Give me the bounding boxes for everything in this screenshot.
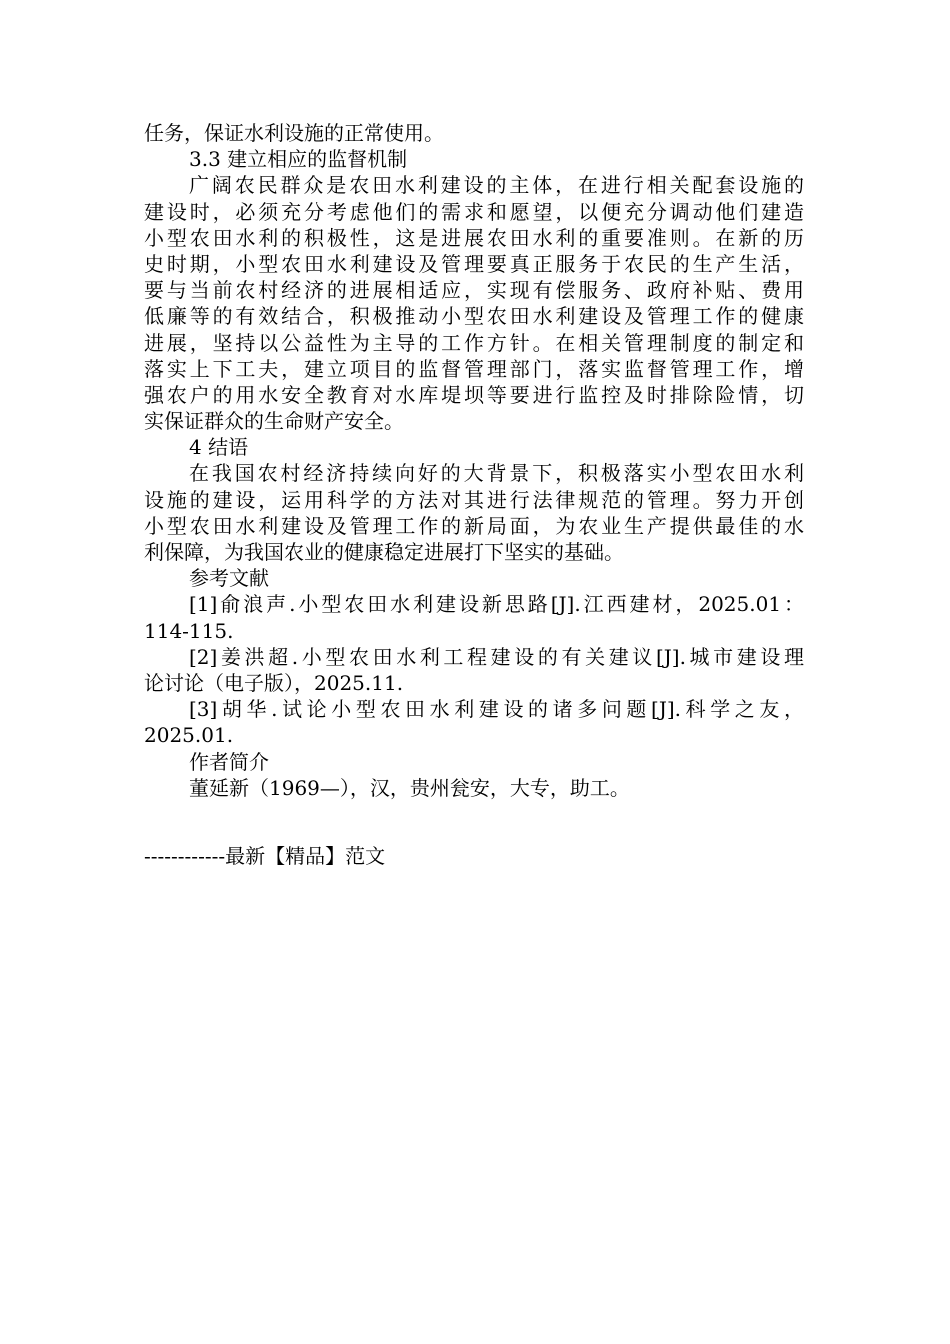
text-line: 低廉等的有效结合，积极推动小型农田水利建设及管理工作的健康 <box>144 304 804 329</box>
text-line: 强农户的用水安全教育对水库堤坝等要进行监控及时排除险情，切 <box>144 382 804 407</box>
text-line: 要与当前农村经济的进展相适应，实现有偿服务、政府补贴、费用 <box>144 278 804 303</box>
text-line: [2]姜洪超.小型农田水利工程建设的有关建议[J].城市建设理 <box>189 644 804 669</box>
text-line: [3]胡华.试论小型农田水利建设的诸多问题[J].科学之友， <box>189 697 804 722</box>
text-line: 参考文献 <box>189 566 269 591</box>
text-line: 在我国农村经济持续向好的大背景下，积极落实小型农田水利 <box>189 461 804 486</box>
text-line: 进展，坚持以公益性为主导的工作方针。在相关管理制度的制定和 <box>144 330 804 355</box>
text-line: 小型农田水利建设及管理工作的新局面，为农业生产提供最佳的水 <box>144 513 804 538</box>
text-line: 2025.01. <box>144 723 234 748</box>
text-line: 实保证群众的生命财产安全。 <box>144 409 404 434</box>
text-line: 114-115. <box>144 618 234 643</box>
text-line: 论讨论（电子版），2025.11. <box>144 670 404 695</box>
text-line: 任务，保证水利设施的正常使用。 <box>144 121 444 145</box>
document-body <box>144 120 804 801</box>
document-page <box>144 120 804 869</box>
text-line: 作者简介 <box>189 749 269 774</box>
footer-text: ------------最新【精品】范文 <box>144 843 386 868</box>
text-line: 建设时，必须充分考虑他们的需求和愿望，以便充分调动他们建造 <box>144 199 804 224</box>
text-line: 小型农田水利的积极性，这是进展农田水利的重要准则。在新的历 <box>144 225 804 250</box>
text-line: 落实上下工夫，建立项目的监督管理部门，落实监督管理工作，增 <box>144 356 804 381</box>
text-line: 3.3 建立相应的监督机制 <box>189 147 408 172</box>
text-line: 利保障，为我国农业的健康稳定进展打下坚实的基础。 <box>144 540 624 564</box>
text-line: 董延新（1969—），汉，贵州瓮安，大专，助工。 <box>189 775 630 800</box>
text-line: 广阔农民群众是农田水利建设的主体，在进行相关配套设施的 <box>189 173 804 198</box>
text-line: 史时期，小型农田水利建设及管理要真正服务于农民的生产生活， <box>144 251 804 276</box>
text-line: 4 结语 <box>189 435 249 460</box>
text-line: 设施的建设，运用科学的方法对其进行法律规范的管理。努力开创 <box>144 487 804 512</box>
text-line: [1]俞浪声.小型农田水利建设新思路[J].江西建材，2025.01： <box>189 592 804 617</box>
spacer <box>144 801 804 843</box>
